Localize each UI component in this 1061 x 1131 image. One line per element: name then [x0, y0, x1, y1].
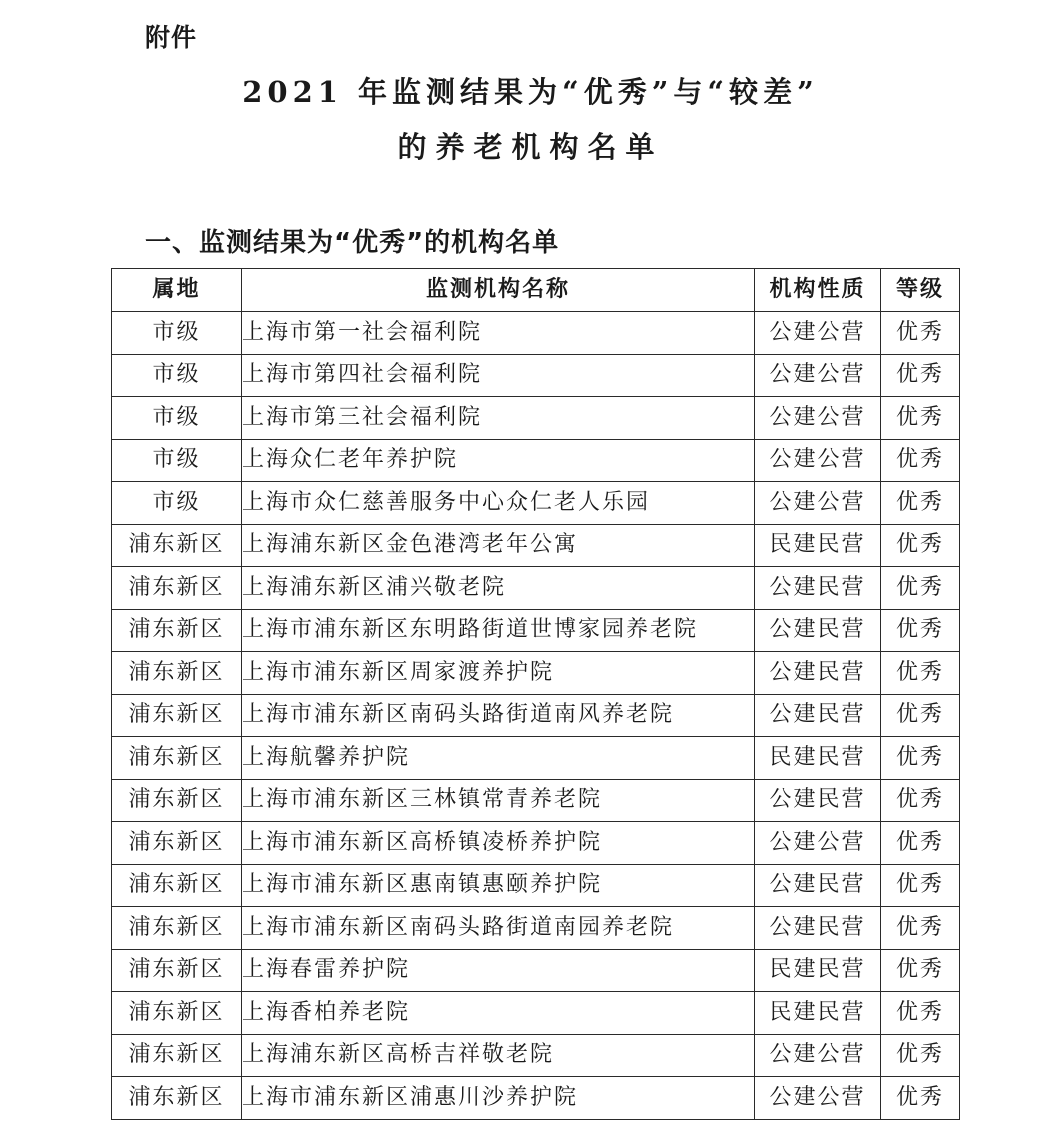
- cell-grade: 优秀: [881, 609, 960, 652]
- column-header-location: 属地: [112, 269, 242, 312]
- table-row: [112, 312, 960, 355]
- cell-grade: 优秀: [881, 397, 960, 440]
- column-header-grade: 等级: [881, 269, 960, 312]
- cell-institution-type: 公建公营: [755, 312, 881, 355]
- cell-grade: 优秀: [881, 822, 960, 865]
- cell-institution-type: 民建民营: [755, 524, 881, 567]
- cell-location: 浦东新区: [112, 1034, 242, 1077]
- table-body: [112, 312, 960, 1120]
- cell-institution-type: 公建民营: [755, 694, 881, 737]
- table-row: [112, 354, 960, 397]
- cell-institution-type: 公建民营: [755, 779, 881, 822]
- cell-location: 浦东新区: [112, 694, 242, 737]
- cell-institution-name: 上海市浦东新区东明路街道世博家园养老院: [242, 609, 755, 652]
- cell-grade: 优秀: [881, 907, 960, 950]
- cell-grade: 优秀: [881, 524, 960, 567]
- cell-grade: 优秀: [881, 652, 960, 695]
- cell-institution-type: 公建民营: [755, 567, 881, 610]
- cell-institution-name: 上海市众仁慈善服务中心众仁老人乐园: [242, 482, 755, 525]
- table-row: [112, 694, 960, 737]
- cell-location: 浦东新区: [112, 524, 242, 567]
- cell-institution-type: 民建民营: [755, 737, 881, 780]
- cell-institution-name: 上海浦东新区浦兴敬老院: [242, 567, 755, 610]
- cell-grade: 优秀: [881, 737, 960, 780]
- cell-institution-name: 上海市浦东新区南码头路街道南风养老院: [242, 694, 755, 737]
- cell-grade: 优秀: [881, 567, 960, 610]
- table-row: [112, 652, 960, 695]
- cell-grade: 优秀: [881, 864, 960, 907]
- cell-location: 浦东新区: [112, 949, 242, 992]
- institution-table: [111, 268, 960, 1120]
- cell-institution-name: 上海市浦东新区惠南镇惠颐养护院: [242, 864, 755, 907]
- cell-institution-type: 公建公营: [755, 482, 881, 525]
- cell-institution-type: 公建公营: [755, 439, 881, 482]
- cell-grade: 优秀: [881, 992, 960, 1035]
- cell-grade: 优秀: [881, 1077, 960, 1120]
- cell-institution-name: 上海市第四社会福利院: [242, 354, 755, 397]
- document-title-line2: 的养老机构名单: [397, 130, 664, 164]
- table-row: [112, 992, 960, 1035]
- cell-location: 浦东新区: [112, 992, 242, 1035]
- cell-location: 市级: [112, 354, 242, 397]
- cell-institution-name: 上海春雷养护院: [242, 949, 755, 992]
- cell-institution-name: 上海市第一社会福利院: [242, 312, 755, 355]
- cell-location: 浦东新区: [112, 864, 242, 907]
- table-row: [112, 482, 960, 525]
- cell-location: 市级: [112, 397, 242, 440]
- cell-institution-name: 上海市浦东新区高桥镇凌桥养护院: [242, 822, 755, 865]
- cell-location: 市级: [112, 439, 242, 482]
- document-title-line1: 2021 年监测结果为“优秀”与“较差”: [242, 75, 819, 109]
- table-header-row: [112, 269, 960, 312]
- cell-institution-type: 公建公营: [755, 1077, 881, 1120]
- cell-institution-name: 上海众仁老年养护院: [242, 439, 755, 482]
- cell-grade: 优秀: [881, 1034, 960, 1077]
- table-row: [112, 1077, 960, 1120]
- cell-grade: 优秀: [881, 354, 960, 397]
- column-header-name: 监测机构名称: [242, 269, 755, 312]
- cell-location: 浦东新区: [112, 1077, 242, 1120]
- table-row: [112, 524, 960, 567]
- cell-grade: 优秀: [881, 312, 960, 355]
- cell-institution-type: 公建民营: [755, 652, 881, 695]
- table-row: [112, 737, 960, 780]
- cell-location: 浦东新区: [112, 907, 242, 950]
- cell-location: 浦东新区: [112, 779, 242, 822]
- column-header-type: 机构性质: [755, 269, 881, 312]
- cell-institution-type: 公建民营: [755, 907, 881, 950]
- cell-institution-type: 公建公营: [755, 397, 881, 440]
- cell-institution-type: 公建公营: [755, 354, 881, 397]
- cell-grade: 优秀: [881, 482, 960, 525]
- cell-location: 浦东新区: [112, 822, 242, 865]
- cell-institution-type: 公建公营: [755, 1034, 881, 1077]
- table-row: [112, 439, 960, 482]
- cell-institution-name: 上海市浦东新区三林镇常青养老院: [242, 779, 755, 822]
- cell-institution-type: 公建民营: [755, 609, 881, 652]
- cell-institution-name: 上海航馨养护院: [242, 737, 755, 780]
- table-row: [112, 609, 960, 652]
- cell-grade: 优秀: [881, 439, 960, 482]
- cell-institution-type: 公建公营: [755, 822, 881, 865]
- table-row: [112, 864, 960, 907]
- cell-location: 浦东新区: [112, 609, 242, 652]
- cell-location: 市级: [112, 312, 242, 355]
- table-row: [112, 907, 960, 950]
- cell-institution-name: 上海浦东新区金色港湾老年公寓: [242, 524, 755, 567]
- cell-institution-type: 民建民营: [755, 992, 881, 1035]
- cell-institution-name: 上海香柏养老院: [242, 992, 755, 1035]
- cell-location: 市级: [112, 482, 242, 525]
- table-row: [112, 567, 960, 610]
- cell-location: 浦东新区: [112, 737, 242, 780]
- table-row: [112, 1034, 960, 1077]
- cell-institution-name: 上海浦东新区高桥吉祥敬老院: [242, 1034, 755, 1077]
- cell-grade: 优秀: [881, 779, 960, 822]
- cell-institution-name: 上海市浦东新区南码头路街道南园养老院: [242, 907, 755, 950]
- cell-institution-type: 公建民营: [755, 864, 881, 907]
- cell-location: 浦东新区: [112, 652, 242, 695]
- cell-location: 浦东新区: [112, 567, 242, 610]
- cell-institution-type: 民建民营: [755, 949, 881, 992]
- cell-institution-name: 上海市浦东新区浦惠川沙养护院: [242, 1077, 755, 1120]
- cell-institution-name: 上海市第三社会福利院: [242, 397, 755, 440]
- table-row: [112, 822, 960, 865]
- table-row: [112, 397, 960, 440]
- cell-grade: 优秀: [881, 949, 960, 992]
- table-row: [112, 779, 960, 822]
- cell-institution-name: 上海市浦东新区周家渡养护院: [242, 652, 755, 695]
- table-row: [112, 949, 960, 992]
- section-heading: 一、监测结果为“优秀”的机构名单: [145, 228, 560, 258]
- attachment-label: 附件: [145, 23, 198, 52]
- cell-grade: 优秀: [881, 694, 960, 737]
